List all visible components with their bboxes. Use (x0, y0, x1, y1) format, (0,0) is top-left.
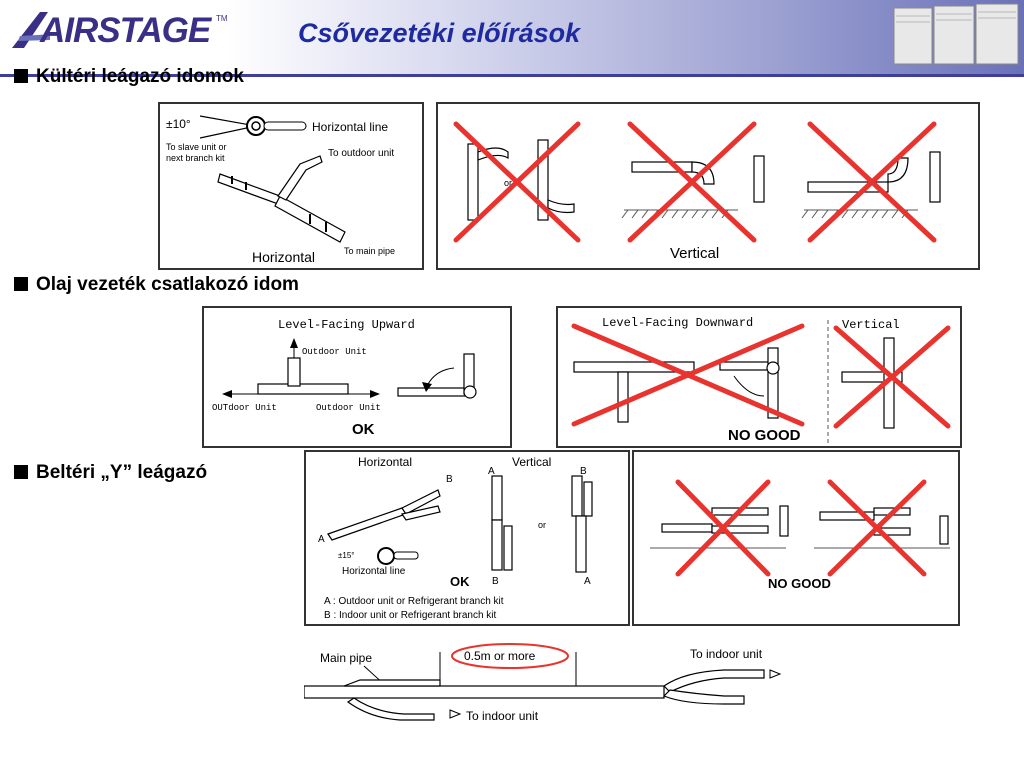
outdoor-right-label: Outdoor Unit (316, 403, 381, 413)
no-good-label: NO GOOD (728, 427, 801, 444)
horizontal-label: Horizontal (358, 455, 413, 469)
outdoor-unit-label: Outdoor Unit (302, 347, 367, 357)
or-label: or (504, 178, 513, 188)
next-branch-label: next branch kit (166, 153, 225, 163)
horizontal-line-label: Horizontal line (342, 566, 406, 577)
vertical-a-bottom-label: A (584, 576, 591, 587)
vertical-b-bottom-label: B (492, 576, 499, 587)
to-main-label: To main pipe (344, 246, 396, 256)
section-indoor-y (14, 462, 207, 484)
oil-pipe-ok-panel (202, 306, 512, 448)
vertical-label: Vertical (512, 455, 552, 469)
downward-label: Level-Facing Downward (602, 316, 754, 330)
to-outdoor-label: To outdoor unit (328, 148, 395, 159)
outdoor-units-icon (888, 2, 1024, 70)
angle-label: ±10° (166, 117, 191, 131)
section-label: Olaj vezeték csatlakozó idom (36, 274, 299, 295)
main-pipe-label: Main pipe (320, 651, 373, 665)
or-label: or (538, 520, 547, 530)
upward-label: Level-Facing Upward (278, 318, 415, 332)
no-good-label: NO GOOD (768, 576, 831, 591)
outdoor-branch-vertical-panel (436, 102, 980, 270)
oil-pipe-no-good-panel (556, 306, 962, 448)
to-indoor-bottom-label: To indoor unit (466, 709, 539, 723)
bullet-icon (14, 69, 28, 83)
page-title: Csővezetéki előírások (298, 18, 581, 48)
airstage-logo (10, 8, 232, 52)
horizontal-a-label: A (318, 534, 325, 545)
vertical-a-top-label: A (488, 466, 495, 477)
vertical-caption: Vertical (670, 245, 720, 262)
vertical-label: Vertical (842, 318, 900, 332)
ok-label: OK (352, 421, 375, 438)
section-label: Kültéri leágazó idomok (36, 66, 244, 87)
outdoor-left-label: OUTdoor Unit (212, 403, 277, 413)
distance-label: 0.5m or more (464, 649, 536, 663)
logo-text: AIRSTAGE (40, 11, 211, 50)
main-pipe-diagram (304, 640, 794, 732)
indoor-y-ok-panel (304, 450, 630, 626)
logo-tm: TM (216, 14, 228, 23)
bullet-icon (14, 465, 28, 479)
legend-a: A : Outdoor unit or Refrigerant branch kit (324, 596, 504, 607)
angle-label: ±15° (338, 551, 355, 560)
section-oil-pipe (14, 274, 299, 296)
section-label: Beltéri „Y” leágazó (36, 462, 208, 483)
section-outdoor-branch (14, 66, 244, 88)
indoor-y-no-good-panel (632, 450, 960, 626)
to-slave-label: To slave unit or (166, 142, 227, 152)
legend-b: B : Indoor unit or Refrigerant branch kit (324, 610, 497, 621)
horizontal-line-label: Horizontal line (312, 120, 389, 134)
to-indoor-top-label: To indoor unit (690, 647, 763, 661)
outdoor-branch-horizontal-panel (158, 102, 424, 270)
vertical-b-top-label: B (580, 466, 587, 477)
ok-label: OK (450, 574, 470, 589)
horizontal-b-label: B (446, 474, 453, 485)
horizontal-caption: Horizontal (252, 249, 316, 265)
bullet-icon (14, 277, 28, 291)
